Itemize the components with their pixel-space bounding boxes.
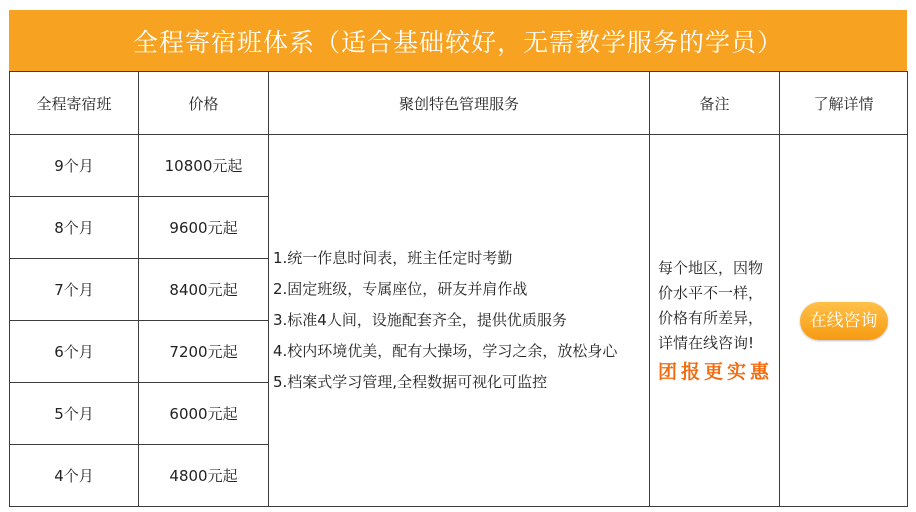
header-price: 价格 bbox=[139, 72, 269, 135]
note-line: 价水平不一样， bbox=[658, 284, 764, 302]
services-cell bbox=[269, 135, 650, 507]
duration-cell: 4个月 bbox=[10, 445, 139, 507]
service-item: 2.固定班级，专属座位，研友并肩作战 bbox=[273, 280, 528, 298]
table-header-row bbox=[10, 72, 908, 135]
details-cell bbox=[780, 135, 908, 507]
promo-text: 团报更实惠 bbox=[658, 361, 774, 383]
note-line: 每个地区，因物 bbox=[658, 259, 764, 277]
duration-cell: 6个月 bbox=[10, 321, 139, 383]
pricing-table bbox=[9, 71, 908, 507]
price-cell: 6000元起 bbox=[139, 383, 269, 445]
header-details: 了解详情 bbox=[780, 72, 908, 135]
price-cell: 4800元起 bbox=[139, 445, 269, 507]
price-cell: 10800元起 bbox=[139, 135, 269, 197]
price-cell: 8400元起 bbox=[139, 259, 269, 321]
table-row bbox=[10, 135, 908, 197]
note-line: 详情在线咨询! bbox=[658, 334, 755, 352]
duration-cell: 5个月 bbox=[10, 383, 139, 445]
notes-cell bbox=[650, 135, 780, 507]
header-duration: 全程寄宿班 bbox=[10, 72, 139, 135]
service-item: 4.校内环境优美，配有大操场，学习之余，放松身心 bbox=[273, 342, 618, 360]
price-cell: 9600元起 bbox=[139, 197, 269, 259]
header-services: 聚创特色管理服务 bbox=[269, 72, 650, 135]
service-item: 3.标准4人间，设施配套齐全，提供优质服务 bbox=[273, 311, 567, 329]
consult-online-button[interactable]: 在线咨询 bbox=[800, 302, 888, 340]
duration-cell: 9个月 bbox=[10, 135, 139, 197]
duration-cell: 7个月 bbox=[10, 259, 139, 321]
note-line: 价格有所差异， bbox=[658, 309, 764, 327]
duration-cell: 8个月 bbox=[10, 197, 139, 259]
service-item: 1.统一作息时间表，班主任定时考勤 bbox=[273, 249, 513, 267]
price-cell: 7200元起 bbox=[139, 321, 269, 383]
service-item: 5.档案式学习管理,全程数据可视化可监控 bbox=[273, 373, 548, 391]
page-title: 全程寄宿班体系（适合基础较好，无需教学服务的学员） bbox=[9, 10, 907, 72]
header-notes: 备注 bbox=[650, 72, 780, 135]
